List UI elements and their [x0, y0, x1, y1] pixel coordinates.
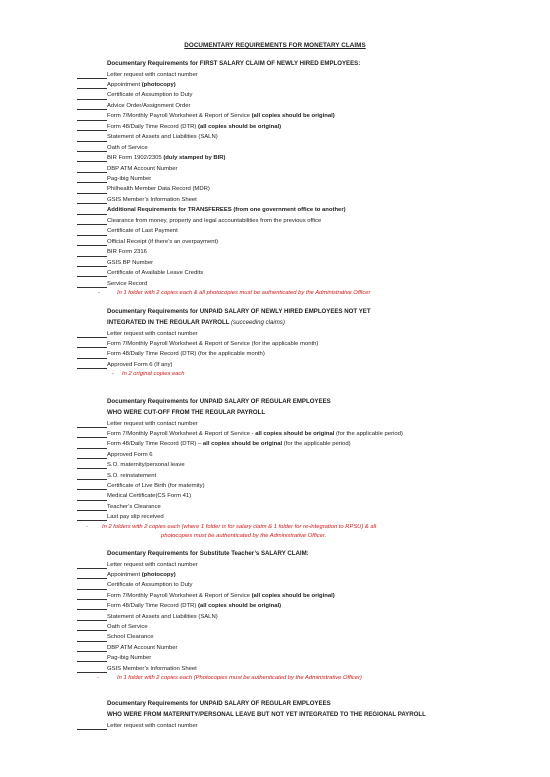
requirement-text	[107, 279, 147, 289]
section-note-line2: photocopies must be authenticated by the Administrative Officer.	[161, 532, 327, 539]
requirement-text	[107, 143, 148, 153]
requirement-label: Letter request with contact number	[107, 71, 198, 78]
requirement-text	[107, 349, 265, 359]
checkbox-blank-line[interactable]	[77, 245, 107, 246]
checkbox-blank-line[interactable]	[77, 578, 107, 579]
requirement-label: Appointment	[107, 571, 142, 578]
requirement-text	[107, 460, 185, 470]
requirement-text	[107, 205, 346, 215]
section-heading-line2	[107, 319, 285, 326]
requirement-row	[0, 268, 550, 278]
heading-italic-note: (succeeding claims)	[231, 319, 285, 326]
requirement-label: Service Record	[107, 280, 148, 287]
requirement-label: School Clearance	[107, 634, 154, 641]
section-note: In 2 folders with 2 copies each (where 1 folder is for salary claim & 1 folder for re-integration to RPSU) & all	[102, 523, 377, 530]
requirement-row	[0, 360, 550, 370]
requirement-label: DBP ATM Account Number	[107, 644, 178, 651]
requirement-label: Philhealth Member Data Record (MDR)	[107, 186, 210, 193]
section-heading-line2	[107, 711, 426, 718]
requirement-row	[0, 184, 550, 194]
section-heading: Documentary Requirements for UNPAID SALARY OF REGULAR EMPLOYEES	[107, 398, 331, 405]
checkbox-blank-line[interactable]	[77, 500, 107, 501]
requirement-row	[0, 101, 550, 111]
heading-text: INTEGRATED IN THE REGULAR PAYROLL	[107, 319, 232, 326]
requirement-text	[107, 174, 151, 184]
requirement-label: Form 7/Monthly Payroll Worksheet & Report of Service	[107, 113, 252, 120]
requirement-text	[107, 164, 178, 174]
requirement-row	[0, 502, 550, 512]
requirement-row	[0, 622, 550, 632]
requirement-text	[107, 502, 161, 512]
checkbox-blank-line[interactable]	[77, 88, 107, 89]
requirement-row	[0, 195, 550, 205]
requirement-text	[107, 491, 191, 501]
requirement-label: Teacher’s Clearance	[107, 503, 161, 510]
requirement-suffix: (for the applicable period)	[282, 441, 351, 448]
requirement-text	[107, 195, 197, 205]
requirement-text	[107, 643, 178, 653]
requirement-text	[107, 664, 197, 674]
requirement-text	[107, 216, 321, 226]
requirement-emphasis: all copies should be original	[255, 430, 335, 437]
requirement-row	[0, 247, 550, 257]
section-note: In 2 original copies each	[122, 371, 185, 378]
requirement-row	[0, 237, 550, 247]
checkbox-blank-line[interactable]	[77, 161, 107, 162]
requirement-label: Letter request with contact number	[107, 420, 198, 427]
requirement-row	[0, 721, 550, 731]
requirement-text	[107, 184, 210, 194]
requirement-row	[0, 226, 550, 236]
checkbox-blank-line[interactable]	[77, 620, 107, 621]
checkbox-blank-line[interactable]	[77, 347, 107, 348]
requirement-label: Form 48/Daily Time Record (DTR) –	[107, 441, 203, 448]
note-bullet: -	[112, 371, 114, 378]
checkbox-blank-line[interactable]	[77, 458, 107, 459]
requirement-row	[0, 329, 550, 339]
section-heading-line2	[107, 409, 265, 416]
checkbox-blank-line[interactable]	[77, 489, 107, 490]
heading-text: WHO WERE FROM MATERNITY/PERSONAL LEAVE BUT NOT YET INTEGRATED TO THE REGIONAL PAYROLL	[107, 711, 426, 718]
requirement-row	[0, 153, 550, 163]
requirement-text	[107, 132, 218, 142]
requirement-row	[0, 653, 550, 663]
requirement-label: Advice Order/Assignment Order	[107, 102, 191, 109]
checkbox-blank-line[interactable]	[77, 641, 107, 642]
requirement-row	[0, 80, 550, 90]
requirement-text	[107, 360, 172, 370]
requirement-text	[107, 419, 198, 429]
requirement-emphasis: (all copies should be original)	[251, 113, 335, 120]
page-title: DOCUMENTARY REQUIREMENTS FOR MONETARY CLAIMS	[184, 42, 366, 49]
checkbox-blank-line[interactable]	[77, 630, 107, 631]
requirement-text	[107, 580, 192, 590]
checkbox-blank-line[interactable]	[77, 427, 107, 428]
requirement-row	[0, 164, 550, 174]
checkbox-blank-line[interactable]	[77, 661, 107, 662]
checkbox-blank-line[interactable]	[77, 651, 107, 652]
requirement-row	[0, 570, 550, 580]
section-note: In 1 folder with 2 copies each (Photocopies must be authenticated by the Administrative Officer)	[117, 674, 362, 681]
requirement-label: Certificate of Live Birth (for maternity)	[107, 482, 205, 489]
requirement-label: Oath of Service	[107, 144, 148, 151]
requirement-row	[0, 143, 550, 153]
checkbox-blank-line[interactable]	[77, 224, 107, 225]
requirement-text	[107, 439, 351, 449]
checkbox-blank-line[interactable]	[77, 130, 107, 131]
requirement-row	[0, 439, 550, 449]
requirement-row	[0, 132, 550, 142]
requirement-text	[107, 632, 154, 642]
requirement-emphasis: (all copies should be original)	[198, 123, 282, 130]
requirement-text	[107, 237, 218, 247]
checkbox-blank-line[interactable]	[77, 235, 107, 236]
checkbox-blank-line[interactable]	[77, 468, 107, 469]
requirement-label: Certificate of Available Leave Credits	[107, 270, 204, 277]
requirement-row	[0, 450, 550, 460]
requirement-text	[107, 339, 318, 349]
requirement-row	[0, 664, 550, 674]
requirement-text	[107, 622, 148, 632]
requirement-label: GSIS BP Number	[107, 259, 154, 266]
checkbox-blank-line[interactable]	[77, 109, 107, 110]
requirement-emphasis: (duly stamped by BIR)	[163, 155, 226, 162]
checkbox-blank-line[interactable]	[77, 214, 107, 215]
heading-text: WHO WERE CUT-OFF FROM THE REGULAR PAYROLL	[107, 409, 266, 416]
requirement-row	[0, 601, 550, 611]
requirement-label: Certificate of Last Payment	[107, 228, 178, 235]
checkbox-blank-line[interactable]	[77, 99, 107, 100]
requirement-text	[107, 591, 335, 601]
checkbox-blank-line[interactable]	[77, 256, 107, 257]
requirement-text	[107, 612, 218, 622]
requirement-row	[0, 339, 550, 349]
requirement-label: Form 48/Daily Time Record (DTR)	[107, 123, 198, 130]
requirement-row	[0, 111, 550, 121]
checkbox-blank-line[interactable]	[77, 276, 107, 277]
requirement-text	[107, 247, 147, 257]
checkbox-blank-line[interactable]	[77, 78, 107, 79]
requirement-row	[0, 580, 550, 590]
requirement-text	[107, 329, 198, 339]
requirement-row	[0, 90, 550, 100]
checkbox-blank-line[interactable]	[77, 589, 107, 590]
checkbox-blank-line[interactable]	[77, 568, 107, 569]
requirement-suffix: (for the applicable period)	[334, 430, 403, 437]
requirement-label: BIR Form 2316	[107, 249, 147, 256]
checkbox-blank-line[interactable]	[77, 120, 107, 121]
requirement-row	[0, 512, 550, 522]
requirement-label: Letter request with contact number	[107, 561, 198, 568]
checkbox-blank-line[interactable]	[77, 203, 107, 204]
requirement-label: Letter request with contact number	[107, 330, 198, 337]
requirement-label: Pag-ibig Number	[107, 176, 152, 182]
section-heading: Documentary Requirements for UNPAID SALARY OF NEWLY HIRED EMPLOYEES NOT YET	[107, 308, 371, 315]
requirement-row	[0, 216, 550, 226]
requirement-row	[0, 612, 550, 622]
requirement-text	[107, 111, 335, 121]
requirement-row	[0, 460, 550, 470]
requirement-row	[0, 349, 550, 359]
requirement-text	[107, 122, 281, 132]
requirement-label: GSIS Member’s Information Sheet	[107, 665, 197, 672]
checkbox-blank-line[interactable]	[77, 672, 107, 673]
note-bullet: -	[97, 674, 99, 681]
requirement-label: S.O. maternity/personal leave	[107, 462, 185, 469]
checkbox-blank-line[interactable]	[77, 266, 107, 267]
requirement-row	[0, 491, 550, 501]
checkbox-blank-line[interactable]	[77, 437, 107, 438]
requirement-emphasis: Additional Requirements for TRANSFEREES (from one government office to another)	[107, 207, 346, 214]
requirement-row	[0, 643, 550, 653]
requirement-label: Approved Form 6	[107, 451, 153, 458]
requirement-text	[107, 721, 198, 731]
requirement-label: GSIS Member’s Information Sheet	[107, 196, 197, 203]
requirement-label: BIR Form 1902/2305	[107, 155, 164, 162]
requirement-label: Certificate of Assumption to Duty	[107, 92, 193, 99]
requirement-text	[107, 226, 178, 236]
requirement-text	[107, 268, 203, 278]
requirement-row	[0, 122, 550, 132]
requirement-label: Oath of Service	[107, 623, 148, 630]
requirement-emphasis: all copies should be original	[202, 441, 283, 448]
requirement-text	[107, 101, 190, 111]
requirement-row	[0, 591, 550, 601]
requirement-row	[0, 481, 550, 491]
requirement-row	[0, 174, 550, 184]
requirement-label: Medical Certificate(CS Form 41)	[107, 493, 192, 500]
checkbox-blank-line[interactable]	[77, 729, 107, 730]
requirement-text	[107, 80, 176, 90]
requirement-row	[0, 70, 550, 80]
requirement-emphasis: (photocopy)	[141, 571, 176, 578]
requirement-text	[107, 471, 156, 481]
requirement-text	[107, 70, 198, 80]
requirement-text	[107, 601, 281, 611]
requirement-text	[107, 570, 176, 580]
requirement-label: Certificate of Assumption to Duty	[107, 582, 193, 589]
requirement-row	[0, 429, 550, 439]
section-heading: Documentary Requirements for Substitute Teacher’s SALARY CLAIM:	[107, 550, 309, 557]
requirement-label: Appointment	[107, 81, 142, 88]
requirement-row	[0, 419, 550, 429]
requirement-label: Form 48/Daily Time Record (DTR)	[107, 603, 198, 610]
requirement-row	[0, 205, 550, 215]
requirement-label: S.O. reinstatement	[107, 472, 157, 479]
requirement-text	[107, 481, 205, 491]
requirement-text	[107, 153, 226, 163]
checkbox-blank-line[interactable]	[77, 182, 107, 183]
checkbox-blank-line[interactable]	[77, 520, 107, 521]
checkbox-blank-line[interactable]	[77, 448, 107, 449]
requirement-emphasis: (all copies should be original)	[251, 592, 335, 599]
requirement-text	[107, 429, 403, 439]
checkbox-blank-line[interactable]	[77, 141, 107, 142]
requirement-row	[0, 279, 550, 289]
requirement-label: Pag-ibig Number	[107, 655, 152, 662]
checkbox-blank-line[interactable]	[77, 172, 107, 173]
checkbox-blank-line[interactable]	[77, 599, 107, 600]
requirement-text	[107, 258, 153, 268]
requirement-text	[107, 653, 151, 663]
note-bullet: -	[98, 289, 100, 296]
checkbox-blank-line[interactable]	[77, 287, 107, 288]
requirement-text	[107, 450, 153, 460]
requirement-emphasis: (photocopy)	[141, 81, 176, 88]
note-bullet: -	[86, 523, 88, 530]
requirement-text	[107, 512, 164, 522]
section-note: In 1 folder with 2 copies each & all photocopies must be authenticated by the Administrative Officer	[117, 289, 371, 296]
requirement-label: Form 48/Daily Time Record (DTR) (for the applicable month)	[107, 351, 265, 358]
requirement-label: Form 7/Monthly Payroll Worksheet & Report of Service -	[107, 430, 256, 437]
requirement-label: Form 7/Monthly Payroll Worksheet & Report of Service (for the applicable month)	[107, 340, 319, 347]
requirement-row	[0, 258, 550, 268]
checkbox-blank-line[interactable]	[77, 609, 107, 610]
requirement-label: Form 7/Monthly Payroll Worksheet & Report of Service	[107, 592, 252, 599]
checkbox-blank-line[interactable]	[77, 358, 107, 359]
checkbox-blank-line[interactable]	[77, 479, 107, 480]
requirement-label: Last pay slip received	[107, 514, 164, 521]
section-heading: Documentary Requirements for FIRST SALARY CLAIM OF NEWLY HIRED EMPLOYEES:	[107, 60, 361, 67]
requirement-row	[0, 632, 550, 642]
section-heading: Documentary Requirements for UNPAID SALARY OF REGULAR EMPLOYEES	[107, 700, 331, 707]
requirement-label: Approved Form 6 (If any)	[107, 361, 173, 368]
checkbox-blank-line[interactable]	[77, 193, 107, 194]
checkbox-blank-line[interactable]	[77, 510, 107, 511]
requirement-row	[0, 560, 550, 570]
requirement-text	[107, 560, 198, 570]
checkbox-blank-line[interactable]	[77, 368, 107, 369]
checkbox-blank-line[interactable]	[77, 337, 107, 338]
requirement-label: Clearance from money, property and legal accountabilities from the previous office	[107, 217, 322, 224]
requirement-label: Official Receipt (if there’s an overpayment)	[107, 238, 219, 245]
requirement-text	[107, 90, 192, 100]
requirement-label: Statement of Assets and Liabilities (SALN)	[107, 134, 218, 141]
requirement-label: Statement of Assets and Liabilities (SALN)	[107, 613, 218, 620]
requirement-label: Letter request with contact number	[107, 722, 198, 729]
requirement-emphasis: (all copies should be original)	[198, 603, 282, 610]
requirement-label: DBP ATM Account Number	[107, 165, 178, 172]
checkbox-blank-line[interactable]	[77, 151, 107, 152]
requirement-row	[0, 471, 550, 481]
